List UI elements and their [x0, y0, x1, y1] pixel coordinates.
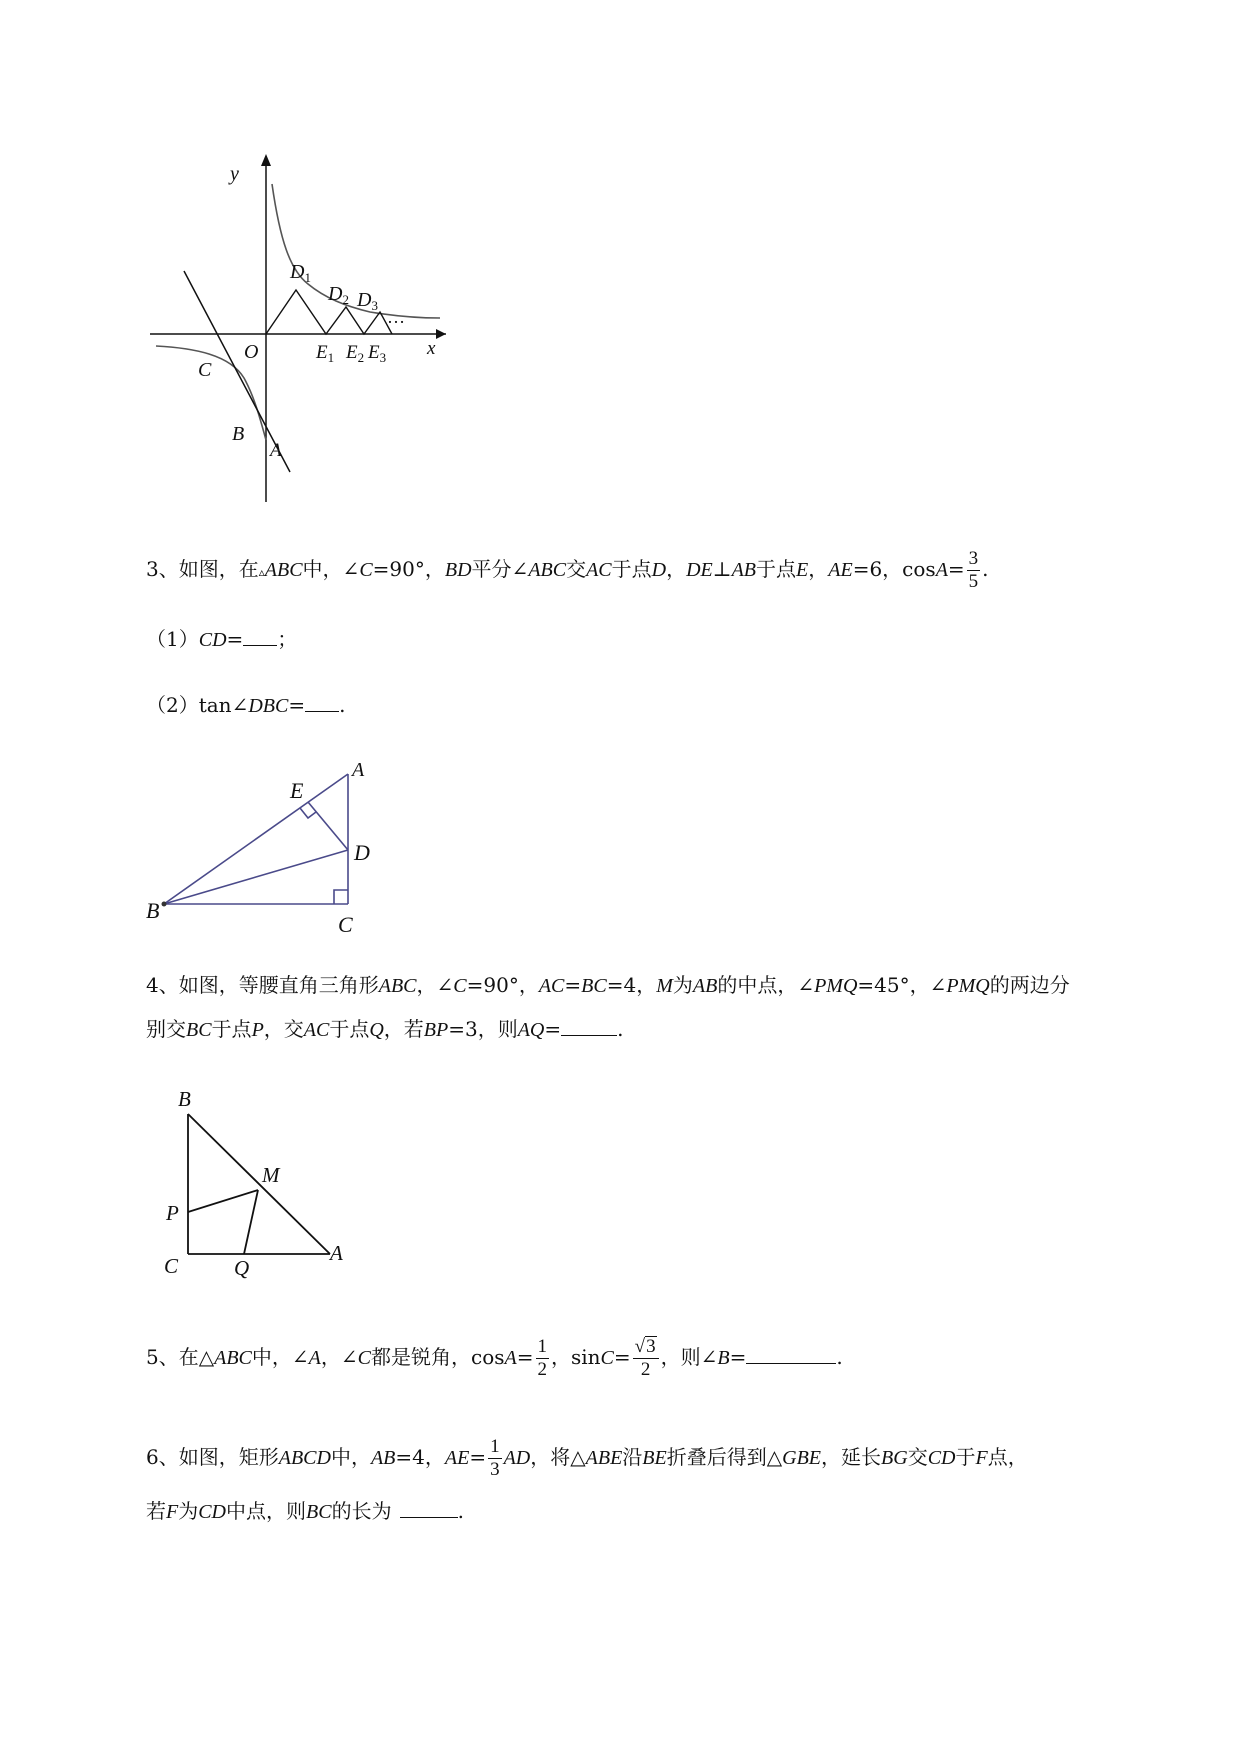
q6-text: 于 — [955, 1445, 976, 1469]
q3-var: DE — [686, 559, 713, 581]
q3-text: . — [982, 557, 989, 581]
q6-var: CD — [198, 1501, 227, 1523]
q6-var: AB — [370, 1447, 396, 1469]
q6-text: 如图，矩形 — [178, 1445, 279, 1469]
q5-text: . — [836, 1345, 843, 1369]
q3-var: E — [796, 559, 809, 581]
q3-text: 于点 — [756, 557, 797, 581]
q5-text: 都是锐角，cos — [371, 1345, 505, 1369]
q4-text: 别交 — [146, 1017, 186, 1041]
point-b — [162, 902, 167, 907]
q4-var: P — [251, 1019, 264, 1041]
q4-var: Q — [369, 1019, 384, 1041]
q6-var: AE — [444, 1447, 470, 1469]
figure-isosceles-right-triangle — [150, 1084, 370, 1280]
q6-var: AD — [503, 1447, 531, 1469]
segment-pm — [188, 1190, 258, 1212]
q6-var: CD — [927, 1447, 956, 1469]
fraction-denominator: 5 — [968, 571, 979, 592]
q5-var: ABC — [214, 1347, 252, 1369]
q3-var: D — [651, 559, 667, 581]
question-number: 4、 — [146, 973, 179, 997]
question-5 — [146, 1336, 843, 1381]
fraction-denominator: 3 — [490, 1459, 500, 1480]
label-D: D — [354, 840, 370, 865]
answer-blank[interactable] — [561, 1015, 617, 1036]
question-4-line-2 — [146, 1014, 624, 1045]
q3-var: A — [935, 559, 948, 581]
q6-var: F — [166, 1501, 179, 1523]
q6-text: 沿 — [622, 1445, 643, 1469]
q6-var: BE — [642, 1447, 667, 1469]
q6-var: BG — [881, 1447, 908, 1469]
q5-text: 中，∠ — [251, 1345, 309, 1369]
question-3 — [146, 548, 989, 593]
q6-text: =4， — [395, 1445, 445, 1469]
answer-blank[interactable] — [243, 625, 277, 646]
q6-text: ，延长 — [821, 1445, 882, 1469]
question-number: 6、 — [146, 1445, 179, 1469]
q3-text: 中，∠ — [302, 557, 360, 581]
label-B: B — [146, 898, 160, 923]
q4-text: 的中点，∠ — [717, 973, 815, 997]
answer-blank[interactable] — [746, 1343, 836, 1364]
q6-text: 交 — [907, 1445, 928, 1469]
q3-text: 交 — [566, 557, 587, 581]
q4-var: AB — [692, 975, 718, 997]
q4-var: BC — [186, 1019, 212, 1041]
q6-text: ，将△ — [530, 1445, 586, 1469]
q6-text: . — [457, 1499, 464, 1523]
question-4-line-1 — [146, 970, 1070, 1001]
q3-text: =90°， — [372, 557, 445, 581]
label-D1: $D_1$ — [290, 261, 311, 285]
q6-text: 点， — [987, 1445, 1028, 1469]
q3-text: = — [947, 557, 965, 581]
q5-text: = — [516, 1345, 534, 1369]
q3-text: 平分∠ — [471, 557, 529, 581]
q4-text: 于点 — [329, 1017, 370, 1041]
q5-var: C — [357, 1347, 371, 1369]
q3-text: = — [226, 627, 244, 651]
q4-text: 为 — [672, 973, 693, 997]
q6-var: ABE — [585, 1447, 623, 1469]
triangle-symbol: ▵ — [258, 565, 265, 579]
q4-var: BP — [423, 1019, 449, 1041]
q4-text: 于点 — [211, 1017, 252, 1041]
q3-text: . — [339, 693, 346, 717]
fraction-denominator: 2 — [640, 1359, 651, 1380]
q3-var: DBC — [248, 695, 289, 717]
q4-var: C — [453, 975, 467, 997]
q6-var: BC — [306, 1501, 332, 1523]
y-axis-arrow — [261, 154, 271, 166]
question-number: 3、 — [146, 557, 179, 581]
segment-bd — [164, 850, 348, 904]
q4-var: M — [656, 975, 673, 997]
segment-mq — [244, 1190, 258, 1254]
q4-text: =3，则 — [448, 1017, 518, 1041]
q3-text: ； — [277, 627, 298, 651]
label-E1: $E_1$ — [316, 342, 335, 365]
label-O: O — [244, 341, 259, 363]
fraction-numerator: 3 — [968, 548, 979, 569]
label-A: A — [270, 440, 282, 461]
question-3-part-1 — [146, 624, 297, 655]
q4-text: = — [564, 973, 582, 997]
label-C: C — [338, 912, 353, 936]
label-D3: $D_3$ — [357, 289, 378, 313]
sub-label: （2）tan∠ — [146, 693, 249, 717]
question-6-line-2 — [146, 1496, 464, 1527]
figure-hyperbola-graph — [140, 150, 460, 510]
fraction-numerator — [633, 1336, 659, 1359]
q6-text: 中点，则 — [226, 1499, 307, 1523]
segment-ba — [164, 774, 348, 904]
label-Q: Q — [234, 1256, 250, 1280]
q3-var: AE — [828, 559, 853, 581]
q4-text: = — [544, 1017, 562, 1041]
q3-var: ABC — [264, 559, 303, 581]
label-D2: $D_2$ — [328, 283, 349, 307]
q6-text: 折叠后得到△ — [666, 1445, 783, 1469]
q3-var: C — [359, 559, 373, 581]
q3-var: CD — [198, 629, 227, 651]
q4-var: PMQ — [946, 975, 990, 997]
x-axis-arrow — [436, 329, 446, 339]
label-y: y — [230, 163, 239, 185]
label-x: x — [427, 338, 436, 359]
q6-text: = — [469, 1445, 487, 1469]
label-C: C — [164, 1254, 179, 1278]
fraction-denominator: 2 — [537, 1359, 547, 1380]
hyperbola-branch-q1 — [272, 184, 440, 318]
radicand: 3 — [646, 1336, 656, 1357]
q4-var: AC — [303, 1019, 330, 1041]
q5-text: ，则∠ — [660, 1345, 718, 1369]
label-B: B — [232, 423, 245, 445]
figure-triangle-bisector — [140, 756, 390, 936]
fraction-1-2 — [536, 1336, 550, 1381]
q3-var: BD — [444, 559, 472, 581]
label-E: E — [290, 778, 304, 803]
question-number: 5、 — [146, 1345, 179, 1369]
answer-blank[interactable] — [305, 691, 339, 712]
question-6-line-1 — [146, 1436, 1028, 1481]
q5-text: 在△ — [178, 1345, 215, 1369]
q4-text: =4， — [606, 973, 657, 997]
q5-var: B — [717, 1347, 730, 1369]
right-angle-c — [334, 890, 348, 904]
q4-text: =90°， — [466, 973, 539, 997]
label-M: M — [262, 1163, 280, 1187]
q6-var: GBE — [782, 1447, 822, 1469]
q3-text: =6，cos — [852, 557, 936, 581]
q5-text: = — [729, 1345, 747, 1369]
label-E3: $E_3$ — [368, 342, 387, 365]
label-B: B — [178, 1087, 191, 1111]
sub-label: （1） — [146, 627, 199, 651]
label-C: C — [198, 359, 212, 381]
q4-text: ，∠ — [416, 973, 454, 997]
q5-var: C — [600, 1347, 614, 1369]
q6-var: F — [975, 1447, 988, 1469]
label-E2: $E_2$ — [346, 342, 365, 365]
q5-var: A — [308, 1347, 321, 1369]
q5-var: A — [504, 1347, 517, 1369]
q3-var: AC — [586, 559, 612, 581]
fraction-numerator: 1 — [537, 1336, 547, 1357]
q4-text: ，交 — [263, 1017, 304, 1041]
q4-var: AC — [538, 975, 565, 997]
q4-var: ABC — [378, 975, 417, 997]
q6-text: 中， — [330, 1445, 371, 1469]
sqrt-symbol: √ 3 — [634, 1336, 656, 1357]
q5-text: = — [613, 1345, 631, 1369]
label-P: P — [166, 1201, 179, 1225]
fraction-sqrt3-2 — [633, 1336, 659, 1381]
q3-text: ， — [808, 557, 829, 581]
label-dots: … — [387, 307, 405, 327]
label-A: A — [330, 1241, 343, 1265]
q6-text: 若 — [146, 1499, 166, 1523]
q4-text: . — [617, 1017, 624, 1041]
q3-var: AB — [731, 559, 757, 581]
q5-text: ，∠ — [320, 1345, 358, 1369]
q3-var: ABC — [528, 559, 567, 581]
fraction-1-3 — [488, 1436, 502, 1481]
segment-de — [308, 802, 348, 850]
q6-text: 的长为 — [331, 1499, 392, 1523]
q3-text: = — [288, 693, 306, 717]
q3-text: ， — [666, 557, 687, 581]
q4-text: 的两边分 — [989, 973, 1070, 997]
q3-text: 于点 — [611, 557, 652, 581]
q6-var: ABCD — [278, 1447, 331, 1469]
q4-var: PMQ — [814, 975, 858, 997]
q5-text: ，sin — [551, 1345, 601, 1369]
question-3-part-2 — [146, 690, 345, 721]
q6-text: 为 — [178, 1499, 199, 1523]
q4-text: =45°，∠ — [857, 973, 947, 997]
q4-var: BC — [581, 975, 607, 997]
fraction-numerator: 1 — [490, 1436, 500, 1457]
fraction-3-5 — [967, 548, 981, 593]
q4-text: ，若 — [383, 1017, 424, 1041]
q4-var: AQ — [517, 1019, 545, 1041]
answer-blank[interactable] — [400, 1497, 458, 1518]
q3-text: 如图，在 — [178, 557, 259, 581]
q4-text: 如图，等腰直角三角形 — [178, 973, 379, 997]
q3-text: ⊥ — [712, 557, 732, 581]
segment-ba — [188, 1114, 330, 1254]
label-A: A — [352, 759, 365, 781]
